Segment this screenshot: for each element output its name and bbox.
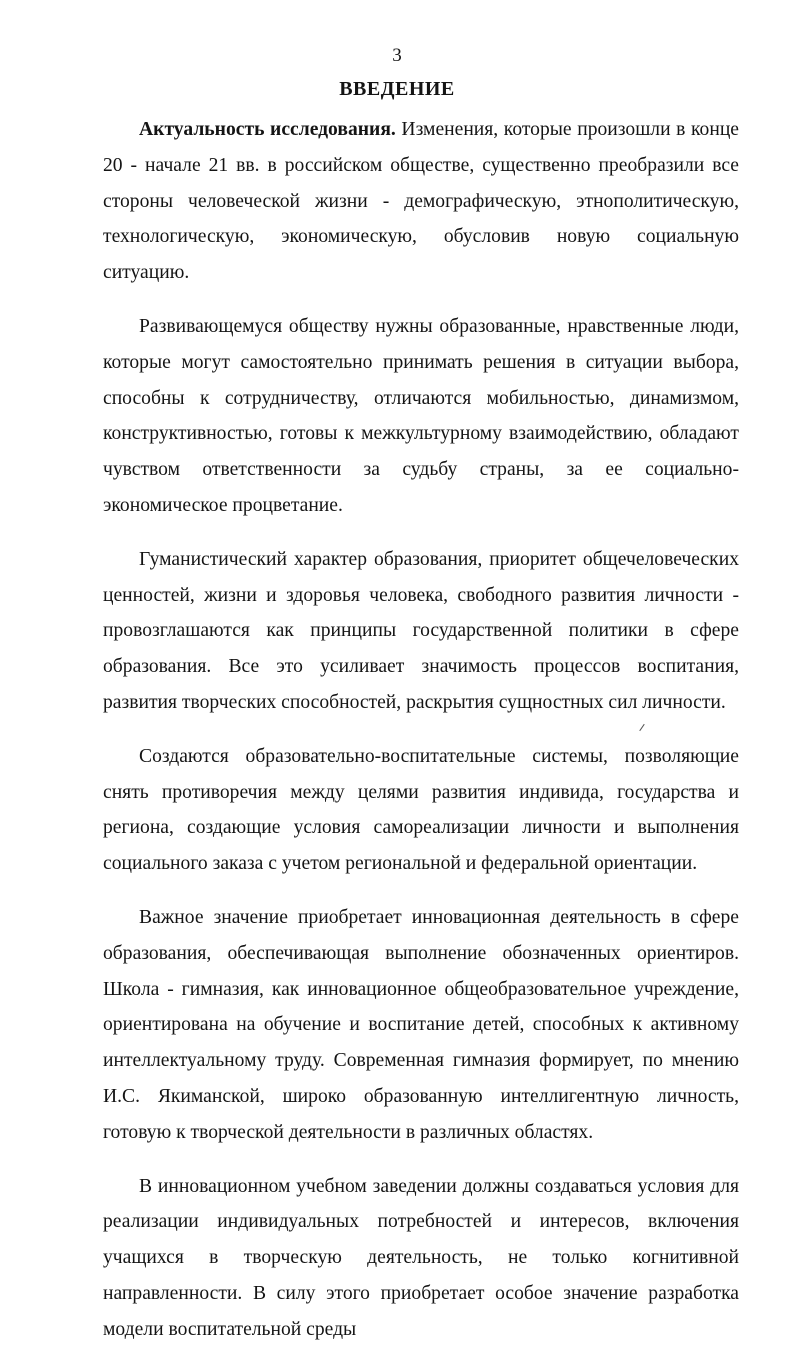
body-text xyxy=(103,112,739,1348)
paragraph-text: Гуманистический характер образования, приоритет общечеловеческих ценностей, жизни и здоровья человека, свободного развития личности - провозглашаются как принципы государственной политики в сфере образования. Все это усиливает значимость процессов воспитания, развития творческих способностей, раскрытия сущностных сил личности. xyxy=(103,548,739,713)
section-heading: ВВЕДЕНИЕ xyxy=(339,78,455,100)
page-number: 3 xyxy=(392,45,402,66)
paragraph-text: Развивающемуся обществу нужны образованные, нравственные люди, которые могут самостоятельно принимать решения в ситуации выбора, способны к сотрудничеству, отличаются мобильностью, динамизмом, конструктивностью, готовы к межкультурному взаимодействию, обладают чувством ответственности за судьбу страны, за ее социально-экономическое процветание. xyxy=(103,315,739,516)
paragraph-society xyxy=(103,309,739,524)
paragraph-lead: Актуальность исследования. xyxy=(139,119,396,140)
paragraph-systems xyxy=(103,739,739,882)
paragraph-text: Создаются образовательно-воспитательные системы, позволяющие снять противоречия между целями развития индивида, государства и региона, создающие условия самореализации личности и выполнения социального заказа с учетом региональной и федеральной ориентации. xyxy=(103,745,739,875)
paragraph-innovation xyxy=(103,900,739,1151)
paragraph-text: В инновационном учебном заведении должны создаваться условия для реализации индивидуальных потребностей и интересов, включения учащихся в творческую деятельность, не только когнитивной направленности. В силу этого приобретает особое значение разработка модели воспитательной среды xyxy=(103,1175,739,1340)
paragraph-relevance xyxy=(103,112,739,291)
paragraph-text: Изменения, которые произошли в конце 20 - начале 21 вв. в российском обществе, существенно преобразили все стороны человеческой жизни - демографическую, этнополитическую, технологическую, экономическую, обусловив новую социальную ситуацию. xyxy=(103,119,739,284)
paragraph-conditions xyxy=(103,1169,739,1348)
paragraph-text: Важное значение приобретает инновационная деятельность в сфере образования, обеспечивающая выполнение обозначенных ориентиров. Школа - гимназия, как инновационное общеобразовательное учреждение, ориентирована на обучение и воспитание детей, способных к активному интеллектуальному труду. Современная гимназия формирует, по мнению И.С. Якиманской, широко образованную интеллигентную личность, готовую к творческой деятельности в различных областях. xyxy=(103,906,739,1143)
paragraph-humanistic xyxy=(103,542,739,721)
